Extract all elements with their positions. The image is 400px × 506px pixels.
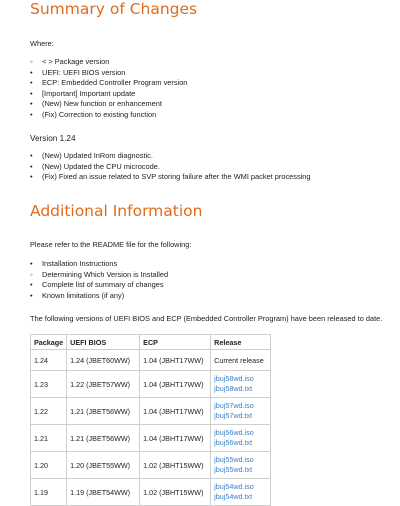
legend-list xyxy=(30,57,187,120)
version-change-item xyxy=(30,151,311,162)
bullet-icon: • xyxy=(30,78,33,87)
header-package: Package xyxy=(31,335,67,350)
cell-release xyxy=(211,371,271,398)
table-row xyxy=(31,350,271,371)
iso-download-link[interactable]: jbuj57wd.iso xyxy=(214,401,254,410)
release-status: Current release xyxy=(214,355,264,365)
version-change-item xyxy=(30,162,311,173)
cell-uefi-bios: 1.21 (JBET56WW) xyxy=(67,398,140,425)
summary-heading: Summary of Changes xyxy=(30,0,198,18)
iso-download-link[interactable]: jbuj54wd.iso xyxy=(214,482,254,491)
readme-topic-item-text: Determining Which Version is Installed xyxy=(42,269,169,279)
legend-item xyxy=(30,57,187,68)
version-change-item xyxy=(30,172,311,183)
version-change-item-text: (Fix) Fixed an issue related to SVP storing failure after the WMI packet processing xyxy=(42,172,311,181)
table-row xyxy=(31,425,271,452)
cell-package: 1.20 xyxy=(31,452,67,479)
table-row xyxy=(31,479,271,506)
bullet-icon: • xyxy=(30,161,33,171)
legend-item-text: (Fix) Correction to existing function xyxy=(42,109,157,119)
cell-package: 1.23 xyxy=(31,371,67,398)
txt-readme-link[interactable]: jbuj55wd.txt xyxy=(214,465,253,474)
cell-uefi-bios: 1.22 (JBET57WW) xyxy=(67,371,140,398)
readme-intro: Please refer to the README file for the following: xyxy=(30,240,192,249)
legend-item xyxy=(30,99,187,110)
cell-ecp: 1.02 (JBHT15WW) xyxy=(140,452,211,479)
table-row xyxy=(31,452,271,479)
bullet-icon: • xyxy=(30,88,33,98)
legend-item xyxy=(30,89,187,100)
where-label: Where: xyxy=(30,39,54,48)
cell-release xyxy=(211,479,271,506)
additional-heading: Additional Information xyxy=(30,202,203,220)
version-change-item-text: (New) Updated the CPU microcode. xyxy=(42,161,160,171)
cell-release xyxy=(211,350,271,371)
cell-package: 1.22 xyxy=(31,398,67,425)
iso-download-link[interactable]: jbuj56wd.iso xyxy=(214,428,254,437)
version-changes-list xyxy=(30,151,311,183)
legend-item xyxy=(30,78,187,89)
legend-item-text: ECP: Embedded Controller Program version xyxy=(42,78,188,87)
bullet-icon: • xyxy=(30,290,33,300)
iso-download-link[interactable]: jbuj58wd.iso xyxy=(214,374,254,383)
cell-package: 1.21 xyxy=(31,425,67,452)
table-row xyxy=(31,398,271,425)
readme-topic-item-text: Installation Instructions xyxy=(42,259,118,268)
readme-topic-item xyxy=(30,270,168,281)
iso-download-link[interactable]: jbuj55wd.iso xyxy=(214,455,254,464)
readme-topic-item xyxy=(30,291,168,302)
table-row xyxy=(31,371,271,398)
legend-item xyxy=(30,110,187,121)
legend-item xyxy=(30,68,187,79)
cell-uefi-bios: 1.20 (JBET55WW) xyxy=(67,452,140,479)
readme-topics-list xyxy=(30,259,168,301)
header-release: Release xyxy=(211,335,271,350)
txt-readme-link[interactable]: jbuj54wd.txt xyxy=(214,492,253,501)
bullet-icon: ◦ xyxy=(30,57,33,66)
cell-package: 1.19 xyxy=(31,479,67,506)
header-uefi-bios: UEFI BIOS xyxy=(67,335,140,350)
cell-release xyxy=(211,452,271,479)
cell-ecp: 1.04 (JBHT17WW) xyxy=(140,350,211,371)
bullet-icon: • xyxy=(30,280,33,289)
cell-ecp: 1.02 (JBHT15WW) xyxy=(140,479,211,506)
legend-item-text: < > Package version xyxy=(42,57,110,66)
version-heading: Version 1.24 xyxy=(30,134,76,143)
txt-readme-link[interactable]: jbuj56wd.txt xyxy=(214,438,253,447)
header-ecp: ECP xyxy=(140,335,211,350)
cell-uefi-bios: 1.21 (JBET56WW) xyxy=(67,425,140,452)
readme-topic-item xyxy=(30,280,168,291)
cell-ecp: 1.04 (JBHT17WW) xyxy=(140,425,211,452)
bullet-icon: • xyxy=(30,109,33,119)
release-table xyxy=(30,334,271,506)
cell-ecp: 1.04 (JBHT17WW) xyxy=(140,371,211,398)
bullet-icon: • xyxy=(30,259,33,268)
version-change-item-text: (New) Updated InRom diagnostic. xyxy=(42,151,153,160)
legend-item-text: (New) New function or enhancement xyxy=(42,99,162,108)
table-header-row xyxy=(31,335,271,350)
txt-readme-link[interactable]: jbuj58wd.txt xyxy=(214,384,253,393)
cell-package: 1.24 xyxy=(31,350,67,371)
readme-topic-item xyxy=(30,259,168,270)
cell-uefi-bios: 1.24 (JBET60WW) xyxy=(67,350,140,371)
txt-readme-link[interactable]: jbuj57wd.txt xyxy=(214,411,253,420)
cell-release xyxy=(211,398,271,425)
bullet-icon: • xyxy=(30,99,33,108)
readme-topic-item-text: Complete list of summary of changes xyxy=(42,280,164,289)
legend-item-text: [Important] Important update xyxy=(42,88,136,98)
table-intro: The following versions of UEFI BIOS and ECP (Embedded Controller Program) have been released to date. xyxy=(30,314,383,323)
bullet-icon: • xyxy=(30,151,33,160)
cell-uefi-bios: 1.19 (JBET54WW) xyxy=(67,479,140,506)
bullet-icon: • xyxy=(30,172,33,181)
cell-ecp: 1.04 (JBHT17WW) xyxy=(140,398,211,425)
bullet-icon: • xyxy=(30,67,33,77)
bullet-icon: ◦ xyxy=(30,269,33,279)
cell-release xyxy=(211,425,271,452)
legend-item-text: UEFI: UEFI BIOS version xyxy=(42,67,126,77)
readme-topic-item-text: Known limitations (if any) xyxy=(42,290,125,300)
